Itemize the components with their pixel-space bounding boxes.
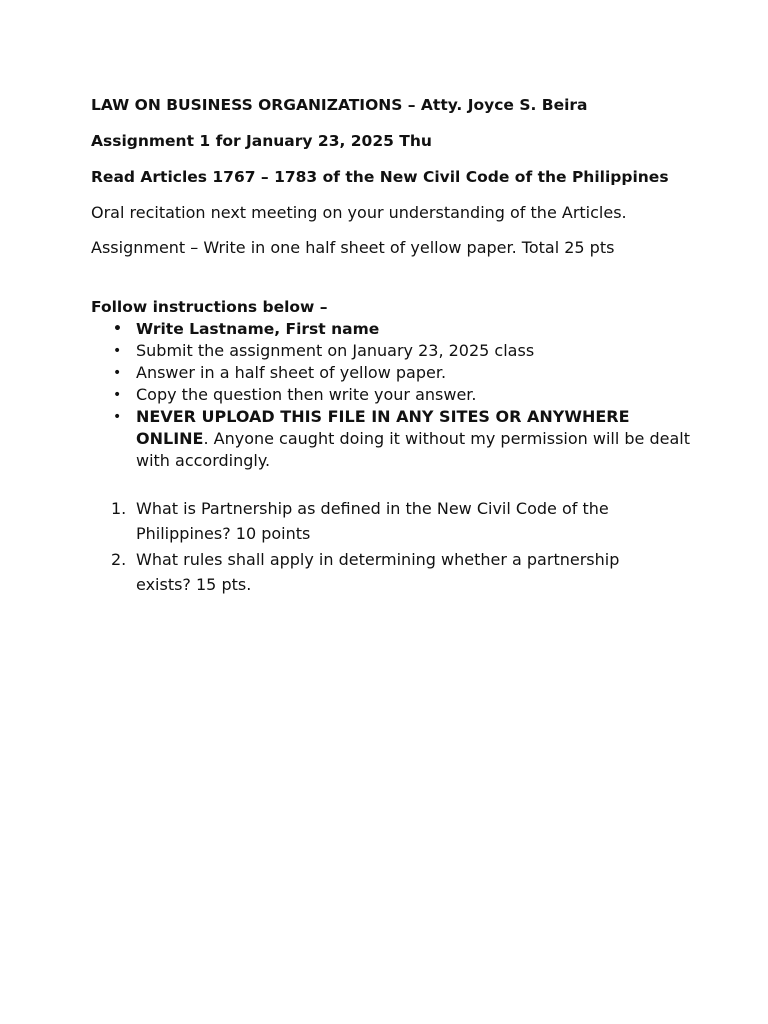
list-item (91, 340, 691, 362)
bullet-icon: • (113, 343, 122, 359)
bullet-icon: • (113, 321, 122, 337)
instruction-text: Copy the question then write your answer. (136, 385, 477, 404)
assignment-note: Assignment – Write in one half sheet of yellow paper. Total 25 pts (91, 238, 615, 257)
upload-warning-detail: . Anyone caught doing it without my permission will be dealt with accordingly. (136, 429, 690, 470)
question-item (91, 547, 671, 597)
instruction-bold-text: Write Lastname, First name (136, 320, 380, 338)
assignment-title: Assignment 1 for January 23, 2025 Thu (91, 132, 432, 150)
question-item (91, 496, 671, 546)
list-item (91, 384, 691, 406)
bullet-icon: • (113, 365, 122, 381)
reading-assignment: Read Articles 1767 – 1783 of the New Civil Code of the Philippines (91, 168, 669, 186)
oral-recitation-note: Oral recitation next meeting on your understanding of the Articles. (91, 203, 627, 222)
instruction-text: Submit the assignment on January 23, 2025 class (136, 341, 535, 360)
bullet-icon: • (113, 409, 122, 425)
bullet-icon: • (113, 387, 122, 403)
list-item (91, 406, 691, 472)
question-text: What rules shall apply in determining whether a partnership exists? 15 pts. (136, 550, 620, 594)
instruction-text: Answer in a half sheet of yellow paper. (136, 363, 447, 382)
course-title: LAW ON BUSINESS ORGANIZATIONS – Atty. Joyce S. Beira (91, 96, 588, 114)
list-item (91, 362, 691, 384)
instructions-heading: Follow instructions below – (91, 298, 328, 316)
question-number: 1. (111, 499, 127, 518)
instructions-list (91, 318, 691, 472)
questions-list (91, 496, 671, 598)
list-item (91, 318, 691, 340)
upload-warning: NEVER UPLOAD THIS FILE IN ANY SITES OR ANYWHERE ONLINE (136, 407, 630, 448)
question-text: What is Partnership as defined in the New Civil Code of the Philippines? 10 points (136, 499, 609, 543)
question-number: 2. (111, 550, 127, 569)
